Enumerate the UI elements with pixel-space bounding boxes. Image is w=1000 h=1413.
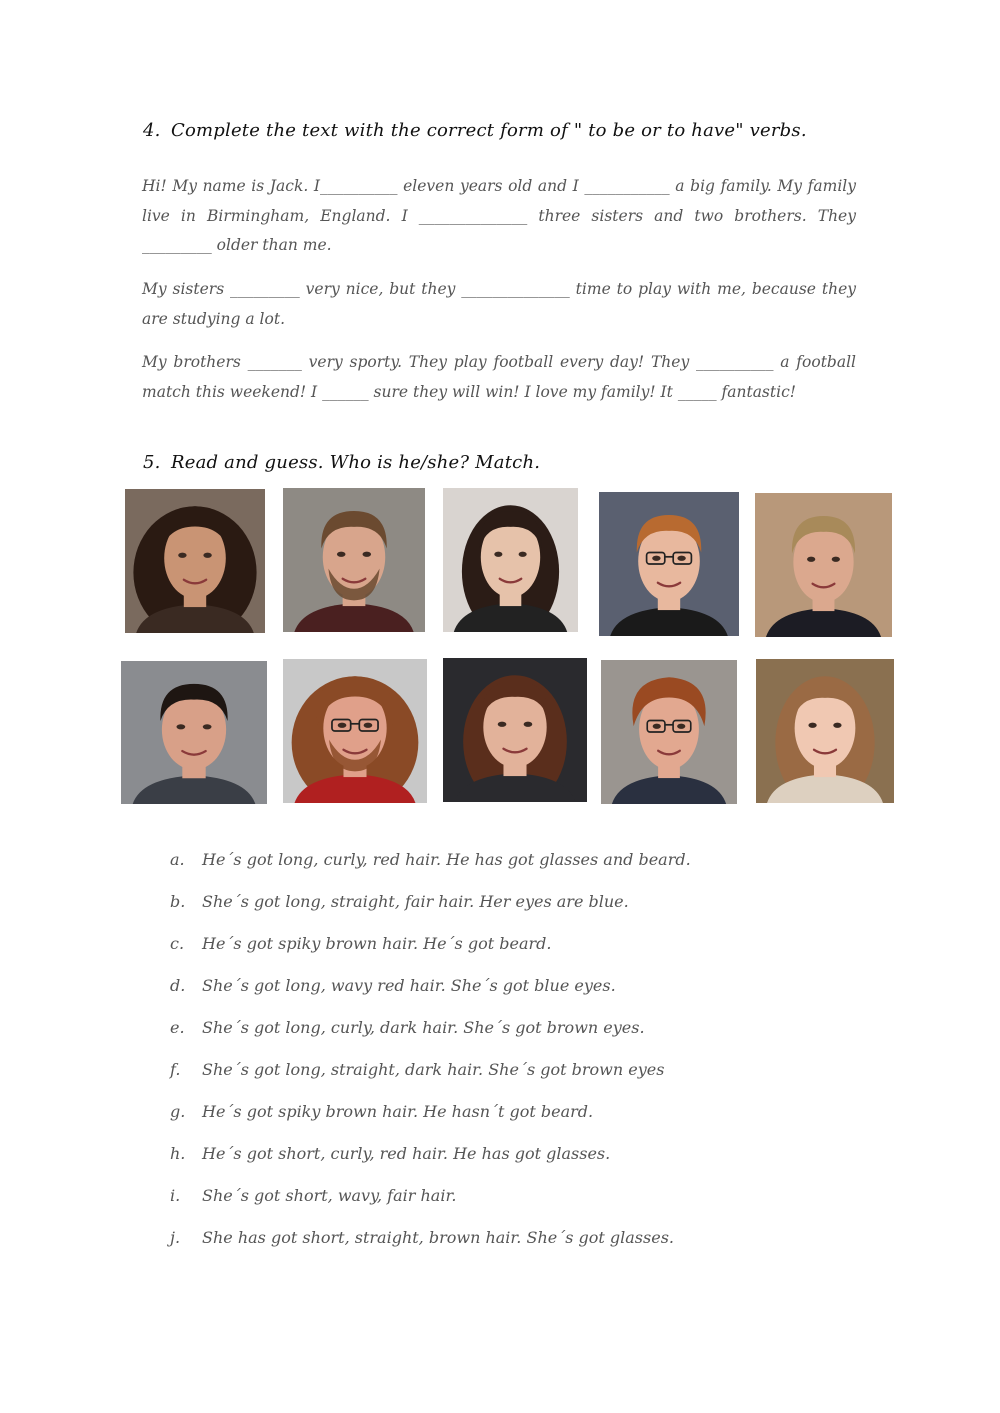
left-eye [337,552,346,557]
exercise-4-title: Complete the text with the correct form of " to be or to have" verbs. [171,120,807,141]
option-i [170,1186,456,1205]
portrait-svg [121,661,267,804]
exercise-5-number: 5. [143,452,161,473]
right-eye [677,556,685,561]
exercise-5-title: Read and guess. Who is he/she? Match. [171,452,541,473]
right-eye [364,723,373,728]
left-eye [498,722,507,727]
option-text: He´s got spiky brown hair. He´s got beard. [202,934,552,953]
right-eye [832,557,840,562]
option-letter: e. [170,1018,185,1037]
photo-3 [443,488,578,632]
option-letter: c. [170,934,185,953]
photo-4 [599,492,739,636]
left-eye [807,557,815,562]
right-eye [677,724,685,729]
option-g [170,1102,593,1121]
right-eye [203,724,212,729]
left-eye [176,724,185,729]
portrait-svg [755,493,892,637]
photo-5 [755,493,892,637]
portrait-svg [443,658,587,802]
option-text: He´s got spiky brown hair. He hasn´t got beard. [202,1102,594,1121]
portrait-svg [601,660,737,804]
option-e [170,1018,645,1037]
option-letter: j. [170,1228,181,1247]
option-text: She´s got long, straight, fair hair. Her eyes are blue. [202,892,629,911]
left-eye [178,553,186,558]
option-d [170,976,616,995]
exercise-4-number: 4. [143,120,161,141]
option-letter: i. [170,1186,181,1205]
option-h [170,1144,610,1163]
left-eye [652,556,660,561]
exercise-4-paragraph-1: Hi! My name is Jack. I__________ eleven years old and I ___________ a big family. My family live in Birmingham, England. I ______________ three sisters and two brothers. They _________ older than me. [142,177,856,254]
right-eye [519,552,527,557]
right-eye [524,722,533,727]
portrait-svg [283,488,425,632]
option-b [170,892,629,911]
option-letter: h. [170,1144,186,1163]
portrait-svg [599,492,739,636]
left-eye [808,723,816,728]
option-text: She´s got short, wavy, fair hair. [202,1186,457,1205]
option-a [170,850,691,869]
left-eye [338,723,347,728]
option-text: She´s got long, curly, dark hair. She´s got brown eyes. [202,1018,645,1037]
option-c [170,934,551,953]
option-text: He´s got short, curly, red hair. He has got glasses. [202,1144,611,1163]
portrait-svg [283,659,427,803]
exercise-4-paragraph-2: My sisters _________ very nice, but they ______________ time to play with me, because they are studying a lot. [142,280,856,328]
left-eye [653,724,661,729]
photo-1 [125,489,265,633]
option-letter: f. [170,1060,181,1079]
photo-9 [601,660,737,804]
option-text: She´s got long, wavy red hair. She´s got blue eyes. [202,976,616,995]
photo-6 [121,661,267,804]
left-eye [494,552,502,557]
portrait-svg [756,659,894,803]
photo-2 [283,488,425,632]
right-eye [203,553,211,558]
photo-7 [283,659,427,803]
exercise-4-paragraph-3: My brothers _______ very sporty. They play football every day! They __________ a football match this weekend! I ______ sure they will win! I love my family! It _____ fantastic! [142,353,856,401]
option-text: She has got short, straight, brown hair. She´s got glasses. [202,1228,674,1247]
option-j [170,1228,674,1247]
photo-8 [443,658,587,802]
option-letter: g. [170,1102,186,1121]
option-letter: a. [170,850,185,869]
option-text: He´s got long, curly, red hair. He has got glasses and beard. [202,850,691,869]
right-eye [833,723,841,728]
portrait-svg [125,489,265,633]
photo-10 [756,659,894,803]
option-letter: b. [170,892,186,911]
right-eye [363,552,372,557]
option-f [170,1060,664,1079]
option-letter: d. [170,976,186,995]
exercise-4-heading [143,120,807,141]
option-text: She´s got long, straight, dark hair. She´s got brown eyes [202,1060,665,1079]
exercise-5-heading [143,452,540,473]
portrait-svg [443,488,578,632]
